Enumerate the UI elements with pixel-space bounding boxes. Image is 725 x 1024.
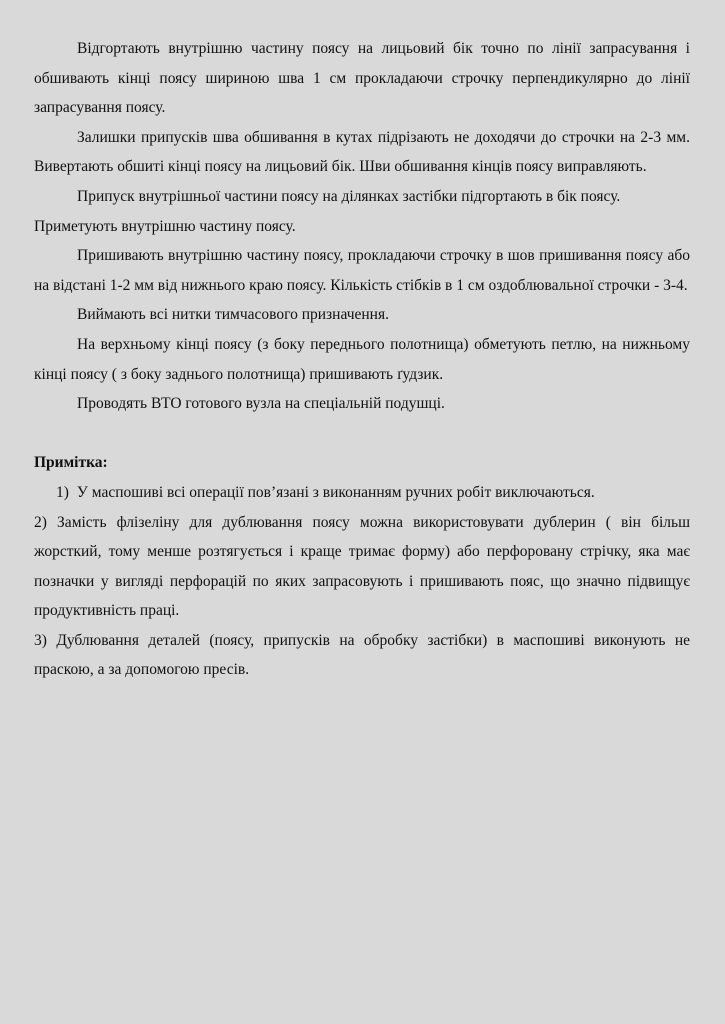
note-item-number: 3) — [34, 631, 47, 649]
note-item-text: Дублювання деталей (поясу, припусків на обробку застібки) в маспошиві виконують не праскою, а за допомогою пресів. — [34, 631, 690, 679]
paragraph-fold-inner-part: Припуск внутрішньої частини поясу на ділянках застібки підгортають в бік поясу. — [77, 187, 621, 205]
note-title: Примітка: — [34, 454, 108, 472]
paragraph-wet-heat-treatment: Проводять ВТО готового вузла на спеціальній подушці. — [77, 395, 445, 413]
note-item-3 — [34, 626, 690, 685]
spacer — [34, 419, 690, 449]
paragraph-buttonhole: На верхньому кінці поясу (з боку переднього полотнища) обметують петлю, на нижньому кінці поясу ( з боку заднього полотнища) пришивають ґудзик. — [34, 335, 690, 383]
paragraph-sew-inner-part: Пришивають внутрішню частину поясу, прокладаючи строчку в шов пришивання поясу або на відстані 1-2 мм від нижнього краю поясу. Кількість стібків в 1 см оздоблювальної строчки - 3-4. — [34, 247, 690, 294]
note-item-2 — [34, 508, 690, 626]
paragraph-trim-allowances: Залишки припусків шва обшивання в кутах підрізають не доходячи до строчки на 2-3 мм. Вивертають обшиті кінці поясу на лицьовий бік. Шви обшивання кінців поясу виправляють. — [34, 128, 690, 176]
note-item-number: 1) — [56, 483, 69, 501]
document-page — [34, 34, 690, 685]
paragraph-remove-threads: Виймають всі нитки тимчасового призначення. — [77, 306, 389, 324]
note-item-number: 2) — [34, 513, 47, 531]
note-item-1 — [34, 478, 690, 508]
paragraph-baste-inner-part: Приметують внутрішню частину поясу. — [34, 217, 296, 235]
paragraph-fold-belt: Відгортають внутрішню частину поясу на лицьовий бік точно по лінії запрасування і обшивають кінці поясу шириною шва 1 см прокладаючи строчку перпендикулярно до лінії запрасування поясу. — [34, 40, 690, 117]
note-item-text: Замість флізеліну для дублювання поясу можна використовувати дублерин ( він більш жорсткий, тому менше розтягується і краще тримає форму) або перфоровану стрічку, яка має позначки у вигляді перфорацій по яких запрасовують і пришивають пояс, що значно підвищує продуктивність праці. — [34, 513, 691, 620]
note-item-text: У маспошиві всі операції пов’язані з виконанням ручних робіт виключаються. — [76, 483, 595, 501]
